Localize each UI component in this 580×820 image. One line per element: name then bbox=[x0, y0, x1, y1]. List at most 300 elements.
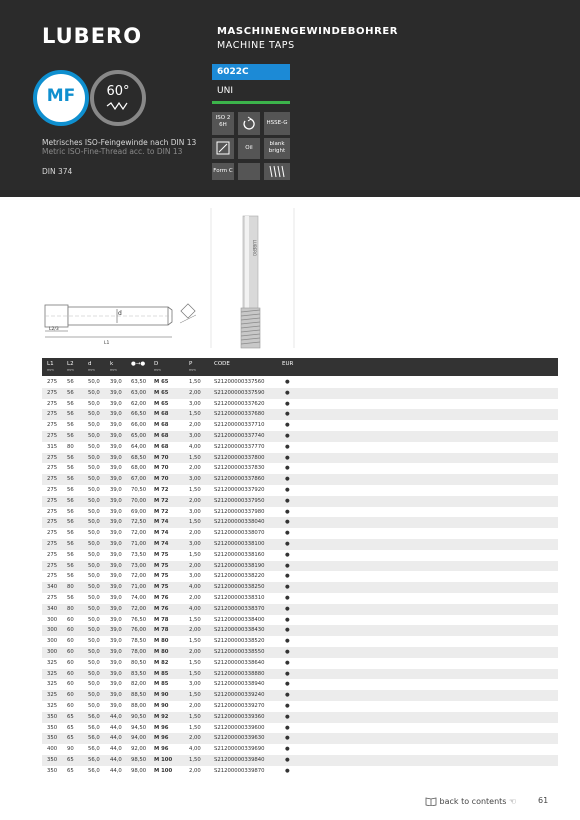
cell-code: S21200000338160 bbox=[214, 551, 265, 558]
cell-thread: M 68 bbox=[154, 422, 169, 429]
cell-l1: 275 bbox=[47, 594, 58, 601]
cell-thread: M 68 bbox=[154, 432, 169, 439]
cell-l1: 325 bbox=[47, 681, 58, 688]
cell-l2: 65 bbox=[67, 713, 74, 720]
cell-thread: M 85 bbox=[154, 670, 169, 677]
cell-drill: 82,00 bbox=[131, 681, 147, 688]
cell-pitch: 1,50 bbox=[189, 486, 201, 493]
cell-l2: 56 bbox=[67, 400, 74, 407]
cell-code: S21200000338880 bbox=[214, 670, 265, 677]
cell-drill: 68,00 bbox=[131, 465, 147, 472]
cell-pitch: 1,50 bbox=[189, 670, 201, 677]
cell-drill: 94,50 bbox=[131, 724, 147, 731]
angle-badge-label: 60° bbox=[106, 84, 130, 99]
cell-drill: 78,50 bbox=[131, 638, 147, 645]
cell-l1: 275 bbox=[47, 465, 58, 472]
cell-l2: 60 bbox=[67, 659, 74, 666]
table-row bbox=[42, 604, 558, 615]
cell-code: S21200000338940 bbox=[214, 681, 265, 688]
cell-l2: 56 bbox=[67, 389, 74, 396]
cell-thread: M 68 bbox=[154, 443, 169, 450]
cell-l2: 60 bbox=[67, 670, 74, 677]
table-row bbox=[42, 409, 558, 420]
tap-geometry-icon bbox=[212, 138, 234, 159]
cell-code: S21200000339600 bbox=[214, 724, 265, 731]
cell-d: 50,0 bbox=[88, 670, 100, 677]
cell-thread: M 65 bbox=[154, 379, 169, 385]
cell-drill: 90,50 bbox=[131, 713, 147, 720]
cell-d: 50,0 bbox=[88, 432, 100, 439]
cell-pitch: 3,00 bbox=[189, 432, 201, 439]
cell-d: 50,0 bbox=[88, 540, 100, 547]
cell-k: 39,0 bbox=[110, 584, 122, 591]
cell-thread: M 76 bbox=[154, 605, 169, 612]
cell-eur: ● bbox=[285, 389, 290, 396]
cell-code: S21200000339840 bbox=[214, 756, 265, 763]
cell-l2: 56 bbox=[67, 422, 74, 429]
cell-k: 39,0 bbox=[110, 573, 122, 580]
cell-l2: 80 bbox=[67, 605, 74, 612]
cell-thread: M 96 bbox=[154, 746, 169, 753]
cell-d: 50,0 bbox=[88, 519, 100, 526]
cell-code: S21200000337770 bbox=[214, 443, 265, 450]
cell-drill: 98,00 bbox=[131, 767, 147, 774]
cell-thread: M 75 bbox=[154, 584, 169, 591]
cell-k: 39,0 bbox=[110, 551, 122, 558]
cell-l2: 56 bbox=[67, 594, 74, 601]
cell-l2: 56 bbox=[67, 540, 74, 547]
cell-l1: 275 bbox=[47, 551, 58, 558]
cell-d: 50,0 bbox=[88, 702, 100, 709]
page-number: 61 bbox=[538, 796, 549, 805]
header-banner bbox=[0, 0, 580, 197]
cell-pitch: 2,00 bbox=[189, 497, 201, 504]
cell-eur: ● bbox=[285, 432, 290, 439]
cell-pitch: 3,00 bbox=[189, 400, 201, 407]
cell-eur: ● bbox=[285, 400, 290, 407]
cell-d: 50,0 bbox=[88, 389, 100, 396]
cell-l2: 56 bbox=[67, 497, 74, 504]
cell-eur: ● bbox=[285, 594, 290, 601]
cell-thread: M 70 bbox=[154, 476, 169, 483]
cell-k: 39,0 bbox=[110, 530, 122, 537]
cell-code: S21200000339360 bbox=[214, 713, 265, 720]
cell-l1: 325 bbox=[47, 702, 58, 709]
cell-d: 50,0 bbox=[88, 584, 100, 591]
cell-thread: M 68 bbox=[154, 411, 169, 418]
cell-code: S21200000338550 bbox=[214, 648, 265, 655]
cell-l2: 56 bbox=[67, 562, 74, 569]
cell-l1: 275 bbox=[47, 476, 58, 483]
cell-l1: 300 bbox=[47, 648, 58, 655]
cell-code: S21200000339240 bbox=[214, 692, 265, 699]
cell-k: 39,0 bbox=[110, 497, 122, 504]
cell-pitch: 2,00 bbox=[189, 648, 201, 655]
cell-l2: 65 bbox=[67, 767, 74, 774]
cell-drill: 64,00 bbox=[131, 443, 147, 450]
flute-icon bbox=[264, 163, 290, 180]
cell-pitch: 1,50 bbox=[189, 454, 201, 461]
cell-k: 39,0 bbox=[110, 627, 122, 634]
cell-code: S21200000339690 bbox=[214, 746, 265, 753]
cell-drill: 72,00 bbox=[131, 530, 147, 537]
table-row bbox=[42, 507, 558, 518]
cell-eur: ● bbox=[285, 681, 290, 688]
cell-thread: M 80 bbox=[154, 638, 169, 645]
product-code-bar bbox=[212, 64, 290, 80]
cell-l1: 350 bbox=[47, 767, 58, 774]
cell-eur: ● bbox=[285, 638, 290, 645]
cell-l1: 400 bbox=[47, 746, 58, 753]
cell-pitch: 1,50 bbox=[189, 379, 201, 385]
mf-badge-label: MF bbox=[46, 86, 76, 106]
cell-d: 50,0 bbox=[88, 508, 100, 515]
col-l1: L1 mm bbox=[47, 361, 54, 372]
cell-drill: 72,50 bbox=[131, 519, 147, 526]
cell-d: 50,0 bbox=[88, 400, 100, 407]
table-row bbox=[42, 766, 558, 777]
cell-l1: 300 bbox=[47, 638, 58, 645]
cell-code: S21200000338430 bbox=[214, 627, 265, 634]
table-row bbox=[42, 496, 558, 507]
cell-code: S21200000339270 bbox=[214, 702, 265, 709]
cell-k: 39,0 bbox=[110, 519, 122, 526]
col-l2: L2 mm bbox=[67, 361, 74, 372]
cell-d: 50,0 bbox=[88, 379, 100, 385]
cell-thread: M 65 bbox=[154, 389, 169, 396]
cell-pitch: 3,00 bbox=[189, 508, 201, 515]
table-row bbox=[42, 463, 558, 474]
col-eur: EUR bbox=[282, 361, 294, 367]
cell-code: S21200000337830 bbox=[214, 465, 265, 472]
cell-d: 50,0 bbox=[88, 411, 100, 418]
cell-k: 39,0 bbox=[110, 648, 122, 655]
table-row bbox=[42, 701, 558, 712]
table-row bbox=[42, 442, 558, 453]
cell-thread: M 96 bbox=[154, 735, 169, 742]
cell-k: 39,0 bbox=[110, 702, 122, 709]
cell-pitch: 2,00 bbox=[189, 389, 201, 396]
cell-pitch: 1,50 bbox=[189, 638, 201, 645]
cell-drill: 73,50 bbox=[131, 551, 147, 558]
cell-l1: 350 bbox=[47, 713, 58, 720]
cell-d: 56,0 bbox=[88, 724, 100, 731]
l2-label: L2/3 bbox=[49, 327, 59, 332]
cell-k: 39,0 bbox=[110, 411, 122, 418]
cell-l1: 275 bbox=[47, 411, 58, 418]
table-row bbox=[42, 528, 558, 539]
d-label: d bbox=[118, 310, 122, 317]
cell-k: 44,0 bbox=[110, 713, 122, 720]
cell-thread: M 96 bbox=[154, 724, 169, 731]
cell-pitch: 2,00 bbox=[189, 562, 201, 569]
cell-thread: M 75 bbox=[154, 562, 169, 569]
cell-k: 39,0 bbox=[110, 486, 122, 493]
cell-l2: 60 bbox=[67, 616, 74, 623]
cell-l1: 350 bbox=[47, 724, 58, 731]
cell-drill: 72,00 bbox=[131, 573, 147, 580]
cell-l1: 275 bbox=[47, 379, 58, 385]
cell-l1: 275 bbox=[47, 389, 58, 396]
cell-code: S21200000337860 bbox=[214, 476, 265, 483]
table-row bbox=[42, 377, 558, 388]
col-code: CODE bbox=[214, 361, 230, 367]
tap-drawing bbox=[0, 198, 580, 358]
description-de: Metrisches ISO-Feingewinde nach DIN 13 bbox=[42, 138, 197, 147]
cell-l2: 56 bbox=[67, 508, 74, 515]
cell-d: 50,0 bbox=[88, 443, 100, 450]
cell-drill: 66,00 bbox=[131, 422, 147, 429]
cell-code: S21200000337710 bbox=[214, 422, 265, 429]
cell-drill: 71,00 bbox=[131, 540, 147, 547]
cell-k: 39,0 bbox=[110, 540, 122, 547]
cell-d: 50,0 bbox=[88, 454, 100, 461]
cell-k: 39,0 bbox=[110, 379, 122, 385]
cell-code: S21200000337800 bbox=[214, 454, 265, 461]
cell-l1: 300 bbox=[47, 616, 58, 623]
cell-k: 39,0 bbox=[110, 670, 122, 677]
cell-eur: ● bbox=[285, 497, 290, 504]
cell-code: S21200000338040 bbox=[214, 519, 265, 526]
cell-l1: 315 bbox=[47, 443, 58, 450]
cell-k: 39,0 bbox=[110, 659, 122, 666]
cell-l2: 56 bbox=[67, 465, 74, 472]
table-row bbox=[42, 733, 558, 744]
cell-code: S21200000338520 bbox=[214, 638, 265, 645]
cell-l2: 60 bbox=[67, 702, 74, 709]
cell-k: 39,0 bbox=[110, 389, 122, 396]
cell-eur: ● bbox=[285, 616, 290, 623]
col-p: P mm bbox=[189, 361, 196, 372]
cell-thread: M 70 bbox=[154, 454, 169, 461]
cell-eur: ● bbox=[285, 692, 290, 699]
cell-l2: 65 bbox=[67, 735, 74, 742]
cell-l2: 56 bbox=[67, 486, 74, 493]
cell-drill: 76,00 bbox=[131, 627, 147, 634]
cell-l1: 275 bbox=[47, 519, 58, 526]
cell-drill: 98,50 bbox=[131, 756, 147, 763]
table-row bbox=[42, 431, 558, 442]
cell-drill: 94,00 bbox=[131, 735, 147, 742]
table-row bbox=[42, 582, 558, 593]
cell-pitch: 2,00 bbox=[189, 594, 201, 601]
cell-pitch: 2,00 bbox=[189, 767, 201, 774]
cell-d: 50,0 bbox=[88, 573, 100, 580]
cell-drill: 66,50 bbox=[131, 411, 147, 418]
cell-l2: 65 bbox=[67, 724, 74, 731]
page-title-en: MACHINE TAPS bbox=[217, 40, 295, 51]
table-row bbox=[42, 453, 558, 464]
cell-thread: M 76 bbox=[154, 594, 169, 601]
cell-drill: 62,00 bbox=[131, 400, 147, 407]
cell-drill: 88,50 bbox=[131, 692, 147, 699]
cell-thread: M 74 bbox=[154, 530, 169, 537]
cell-eur: ● bbox=[285, 411, 290, 418]
table-row bbox=[42, 690, 558, 701]
cell-k: 39,0 bbox=[110, 432, 122, 439]
cell-l2: 56 bbox=[67, 519, 74, 526]
table-row bbox=[42, 658, 558, 669]
cell-l1: 300 bbox=[47, 627, 58, 634]
cell-l1: 340 bbox=[47, 605, 58, 612]
cell-l2: 56 bbox=[67, 573, 74, 580]
cell-thread: M 90 bbox=[154, 702, 169, 709]
cell-pitch: 2,00 bbox=[189, 422, 201, 429]
cell-k: 39,0 bbox=[110, 594, 122, 601]
cell-d: 50,0 bbox=[88, 422, 100, 429]
cell-k: 39,0 bbox=[110, 638, 122, 645]
cell-code: S21200000337590 bbox=[214, 389, 265, 396]
table-row bbox=[42, 561, 558, 572]
cell-thread: M 74 bbox=[154, 519, 169, 526]
cell-l1: 350 bbox=[47, 756, 58, 763]
cell-thread: M 100 bbox=[154, 756, 173, 763]
green-divider bbox=[212, 101, 290, 104]
spec-box-material: HSSE-G bbox=[264, 112, 290, 135]
cell-d: 50,0 bbox=[88, 465, 100, 472]
cell-thread: M 65 bbox=[154, 400, 169, 407]
cell-code: S21200000339630 bbox=[214, 735, 265, 742]
cell-l1: 325 bbox=[47, 692, 58, 699]
cell-thread: M 92 bbox=[154, 713, 169, 720]
cell-code: S21200000338220 bbox=[214, 573, 265, 580]
table-row bbox=[42, 615, 558, 626]
cell-k: 39,0 bbox=[110, 422, 122, 429]
cell-code: S21200000337560 bbox=[214, 379, 265, 385]
cell-d: 50,0 bbox=[88, 497, 100, 504]
cell-drill: 71,00 bbox=[131, 584, 147, 591]
cell-eur: ● bbox=[285, 443, 290, 450]
cell-pitch: 3,00 bbox=[189, 476, 201, 483]
cell-k: 44,0 bbox=[110, 735, 122, 742]
technical-drawing bbox=[0, 198, 580, 358]
cell-pitch: 3,00 bbox=[189, 573, 201, 580]
cell-pitch: 3,00 bbox=[189, 540, 201, 547]
cell-drill: 78,00 bbox=[131, 648, 147, 655]
cell-code: S21200000337740 bbox=[214, 432, 265, 439]
cell-d: 50,0 bbox=[88, 476, 100, 483]
cell-code: S21200000338190 bbox=[214, 562, 265, 569]
cell-eur: ● bbox=[285, 465, 290, 472]
cell-thread: M 75 bbox=[154, 551, 169, 558]
brand-logo: LUBERO bbox=[42, 24, 143, 48]
cell-thread: M 100 bbox=[154, 767, 173, 774]
cell-l2: 56 bbox=[67, 476, 74, 483]
cell-d: 50,0 bbox=[88, 486, 100, 493]
col-d: d mm bbox=[88, 361, 95, 372]
cell-thread: M 72 bbox=[154, 508, 169, 515]
cell-eur: ● bbox=[285, 627, 290, 634]
cell-code: S21200000338310 bbox=[214, 594, 265, 601]
table-row bbox=[42, 388, 558, 399]
cell-d: 50,0 bbox=[88, 530, 100, 537]
cell-thread: M 85 bbox=[154, 681, 169, 688]
cell-k: 44,0 bbox=[110, 767, 122, 774]
cell-eur: ● bbox=[285, 605, 290, 612]
cell-eur: ● bbox=[285, 530, 290, 537]
cell-l2: 56 bbox=[67, 551, 74, 558]
table-row bbox=[42, 539, 558, 550]
cell-code: S21200000338640 bbox=[214, 659, 265, 666]
cell-k: 39,0 bbox=[110, 443, 122, 450]
cell-l1: 275 bbox=[47, 422, 58, 429]
cell-eur: ● bbox=[285, 540, 290, 547]
cell-l1: 325 bbox=[47, 659, 58, 666]
cell-d: 50,0 bbox=[88, 616, 100, 623]
din-standard: DIN 374 bbox=[42, 167, 73, 176]
cell-eur: ● bbox=[285, 670, 290, 677]
table-row bbox=[42, 517, 558, 528]
spec-box-flutes bbox=[264, 163, 290, 180]
cell-eur: ● bbox=[285, 702, 290, 709]
cell-thread: M 78 bbox=[154, 627, 169, 634]
cell-k: 39,0 bbox=[110, 476, 122, 483]
cell-thread: M 72 bbox=[154, 486, 169, 493]
spec-box-form: Form C bbox=[212, 163, 234, 180]
table-row bbox=[42, 723, 558, 734]
cell-pitch: 2,00 bbox=[189, 735, 201, 742]
cell-eur: ● bbox=[285, 746, 290, 753]
cell-eur: ● bbox=[285, 519, 290, 526]
cell-k: 39,0 bbox=[110, 400, 122, 407]
product-table bbox=[42, 377, 558, 776]
cell-eur: ● bbox=[285, 767, 290, 774]
cell-l1: 350 bbox=[47, 735, 58, 742]
cell-pitch: 1,50 bbox=[189, 519, 201, 526]
cell-eur: ● bbox=[285, 573, 290, 580]
table-row bbox=[42, 712, 558, 723]
cell-pitch: 4,00 bbox=[189, 443, 201, 450]
cell-d: 50,0 bbox=[88, 659, 100, 666]
col-k: k mm bbox=[110, 361, 117, 372]
cell-pitch: 3,00 bbox=[189, 681, 201, 688]
cell-l1: 275 bbox=[47, 540, 58, 547]
l1-label: L1 bbox=[104, 341, 110, 346]
table-row bbox=[42, 647, 558, 658]
cell-drill: 76,50 bbox=[131, 616, 147, 623]
back-to-contents-link[interactable] bbox=[425, 797, 516, 806]
cell-thread: M 72 bbox=[154, 497, 169, 504]
cell-drill: 83,50 bbox=[131, 670, 147, 677]
cell-eur: ● bbox=[285, 454, 290, 461]
table-header bbox=[42, 358, 558, 376]
cell-pitch: 1,50 bbox=[189, 756, 201, 763]
cell-l2: 56 bbox=[67, 379, 74, 385]
table-row bbox=[42, 550, 558, 561]
table-row bbox=[42, 571, 558, 582]
cell-pitch: 2,00 bbox=[189, 530, 201, 537]
cell-k: 39,0 bbox=[110, 692, 122, 699]
cell-l2: 60 bbox=[67, 638, 74, 645]
cell-k: 39,0 bbox=[110, 562, 122, 569]
cell-eur: ● bbox=[285, 584, 290, 591]
cell-eur: ● bbox=[285, 724, 290, 731]
cell-drill: 68,50 bbox=[131, 454, 147, 461]
cell-k: 44,0 bbox=[110, 756, 122, 763]
cell-eur: ● bbox=[285, 735, 290, 742]
rotation-icon bbox=[238, 112, 260, 135]
cell-code: S21200000338070 bbox=[214, 530, 265, 537]
cell-thread: M 74 bbox=[154, 540, 169, 547]
cell-pitch: 4,00 bbox=[189, 746, 201, 753]
cell-k: 39,0 bbox=[110, 454, 122, 461]
cell-l2: 80 bbox=[67, 584, 74, 591]
cell-l1: 275 bbox=[47, 562, 58, 569]
spec-box-blank bbox=[238, 163, 260, 180]
back-to-contents-label[interactable]: back to contents bbox=[439, 797, 507, 806]
page-title-de: MASCHINENGEWINDEBOHRER bbox=[217, 26, 399, 37]
cell-drill: 88,00 bbox=[131, 702, 147, 709]
